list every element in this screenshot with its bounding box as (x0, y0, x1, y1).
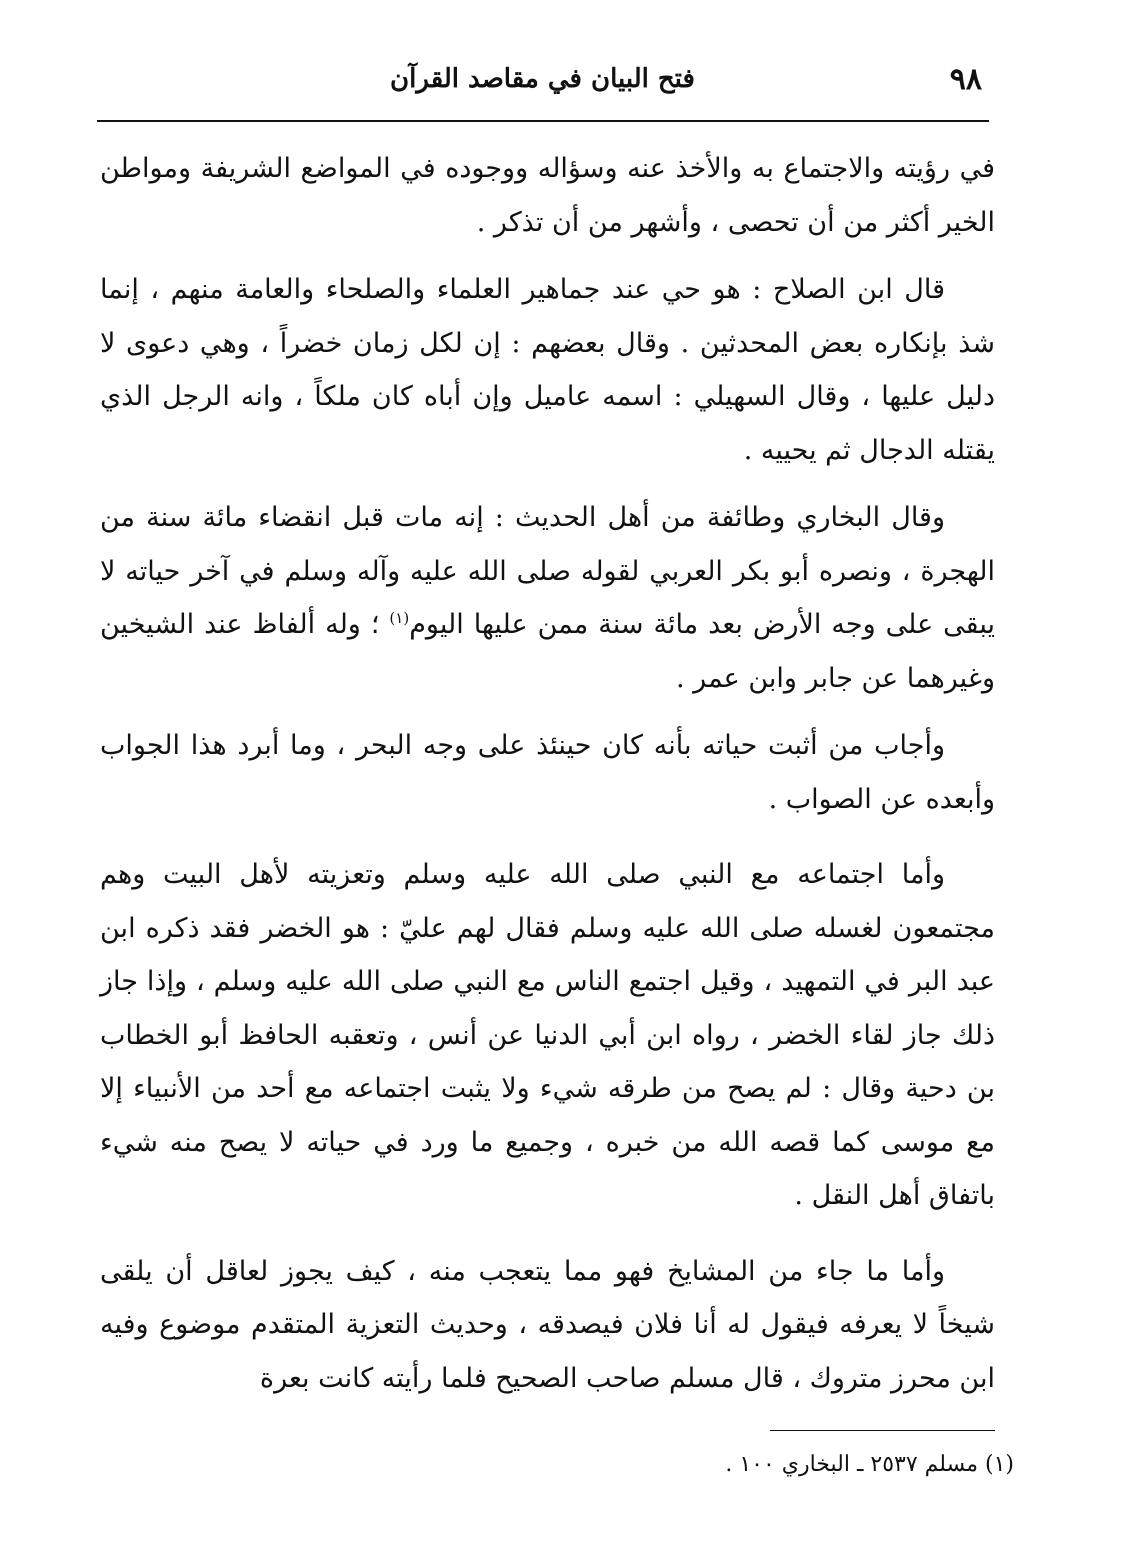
paragraph-3-text-b: ؛ وله ألفاظ عند الشيخين وغيرهما عن جابر وابن عمر . (100, 609, 995, 694)
paragraph-6: وأما ما جاء من المشايخ فهو مما يتعجب منه ، كيف يجوز لعاقل أن يلقى شيخاً لا يعرفه فيقول له أنا فلان فيصدقه ، وحديث التعزية المتقدم موضوع وفيه ابن محرز متروك ، قال مسلم صاحب الصحيح فلما رأيته كانت بعرة (100, 1255, 995, 1394)
page-number: ٩٨ (949, 62, 982, 97)
header-rule (97, 120, 989, 122)
paragraph-4: وأجاب من أثبت حياته بأنه كان حينئذ على وجه البحر ، وما أبرد هذا الجواب وأبعده عن الصواب . (100, 730, 995, 815)
running-title: فتح البيان في مقاصد القرآن (390, 64, 695, 94)
paragraph-2: قال ابن الصلاح : هو حي عند جماهير العلماء والصلحاء والعامة منهم ، إنما شذ بإنكاره بعض المحدثين . وقال بعضهم : إن لكل زمان خضراً ، وهي دعوى لا دليل عليها ، وقال السهيلي : اسمه عاميل وإن أباه كان ملكاً ، وانه الرجل الذي يقتله الدجال ثم يحييه . (100, 274, 995, 466)
paragraph-1: في رؤيته والاجتماع به والأخذ عنه وسؤاله ووجوده في المواضع الشريفة ومواطن الخير أكثر من أن تحصى ، وأشهر من أن تذكر . (100, 153, 995, 238)
paragraph-5: وأما اجتماعه مع النبي صلى الله عليه وسلم وتعزيته لأهل البيت وهم مجتمعون لغسله صلى الله عليه وسلم فقال لهم عليّ : هو الخضر فقد ذكره ابن عبد البر في التمهيد ، وقيل اجتمع الناس مع النبي صلى الله عليه وسلم ، وإذا جاز ذلك جاز لقاء الخضر ، رواه ابن أبي الدنيا عن أنس ، وتعقبه الحافظ أبو الخطاب بن دحية وقال : لم يصح من طرقه شيء ولا يثبت اجتماعه مع أحد من الأنبياء إلا مع موسى كما قصه الله من خبره ، وجميع ما ورد في حياته لا يصح منه شيء باتفاق أهل النقل . (100, 859, 995, 1211)
paragraph-3-text-a: وقال البخاري وطائفة من أهل الحديث : إنه مات قبل انقضاء مائة سنة من الهجرة ، ونصره أبو بكر العربي لقوله صلى الله عليه وآله وسلم في آخر حياته لا يبقى على وجه الأرض بعد مائة سنة ممن عليها اليوم (100, 502, 996, 640)
footnote-rule (770, 1430, 995, 1431)
page-header (95, 62, 990, 112)
footnote-reference[interactable]: (١) (389, 609, 410, 627)
paragraph-3 (100, 491, 995, 705)
main-text (100, 142, 995, 1419)
footnote: (١) مسلم ٢٥٣٧ ـ البخاري ١٠٠ . (725, 1452, 1014, 1477)
